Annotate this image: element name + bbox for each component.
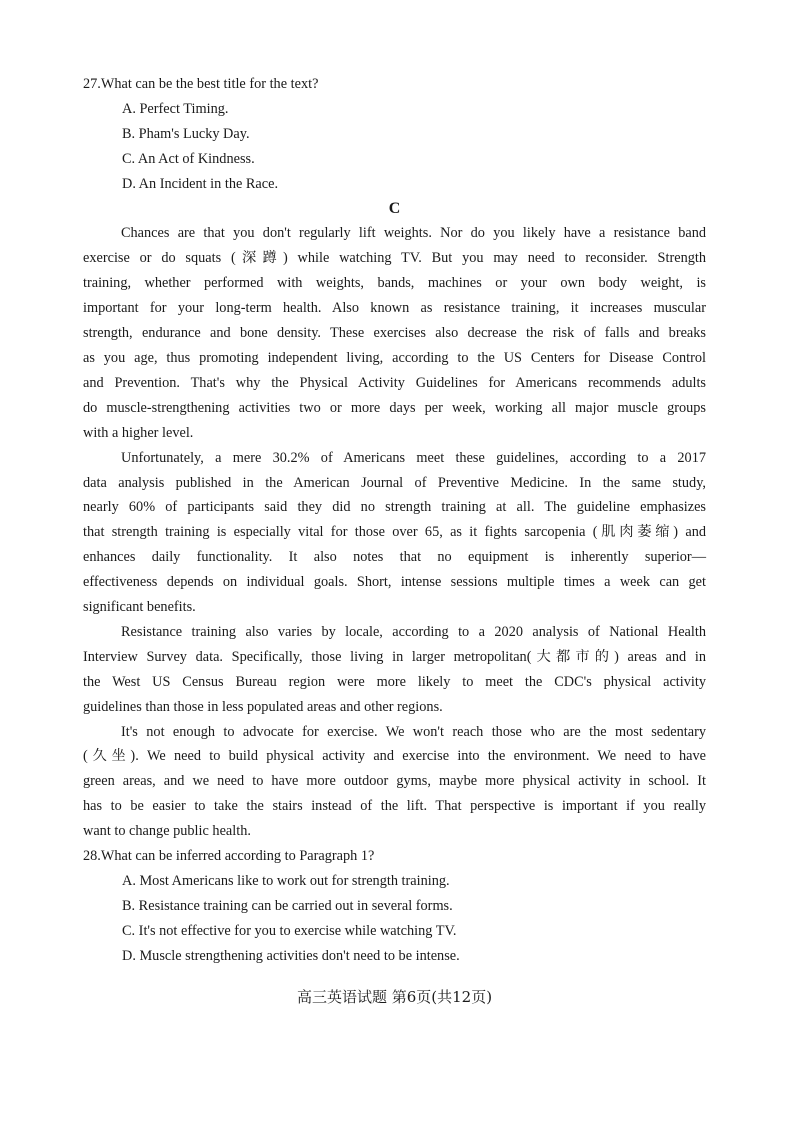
text-line: (久坐). We need to build physical activity and exercise into the environment. We need to have bbox=[83, 748, 706, 765]
option-a: A. Perfect Timing. bbox=[122, 100, 229, 117]
text-line: Chances are that you don't regularly lift weights. Nor do you likely have a resistance band bbox=[121, 225, 706, 242]
option-d: D. Muscle strengthening activities don't need to be intense. bbox=[122, 947, 460, 964]
text-line: Resistance training also varies by locale, according to a 2020 analysis of National Health bbox=[121, 623, 706, 640]
text-line: Unfortunately, a mere 30.2% of Americans meet these guidelines, according to a 2017 bbox=[121, 449, 706, 466]
option-c: C. It's not effective for you to exercise while watching TV. bbox=[122, 922, 457, 939]
option-b: B. Pham's Lucky Day. bbox=[122, 125, 250, 142]
text-line: It's not enough to advocate for exercise. We won't reach those who are the most sedentary bbox=[121, 723, 706, 740]
text-line: enhances daily functionality. It also notes that no equipment is inherently superior— bbox=[83, 549, 706, 566]
text-line: training, whether performed with weights, bands, machines or your own body weight, is bbox=[83, 275, 706, 292]
option-d: D. An Incident in the Race. bbox=[122, 175, 279, 192]
option-c: C. An Act of Kindness. bbox=[122, 150, 255, 167]
text-line: effectiveness depends on individual goals. Short, intense sessions multiple times a week can get bbox=[83, 574, 706, 591]
text-line: do muscle-strengthening activities two or more days per week, working all major muscle groups bbox=[83, 399, 706, 416]
question-28-stem: 28.What can be inferred according to Paragraph 1? bbox=[83, 848, 375, 865]
section-heading: C bbox=[388, 199, 401, 217]
text-line: and Prevention. That's why the Physical Activity Guidelines for Americans recommends adults bbox=[83, 374, 706, 391]
text-line: green areas, and we need to have more outdoor gyms, maybe more physical activity in school. It bbox=[83, 773, 706, 790]
passage bbox=[83, 221, 706, 844]
text-line: data analysis published in the American Journal of Preventive Medicine. In the same study, bbox=[83, 474, 706, 491]
text-line: guidelines than those in less populated areas and other regions. bbox=[83, 698, 443, 715]
text-line: strength, endurance and bone density. These exercises also decrease the risk of falls and breaks bbox=[83, 325, 706, 342]
exam-page bbox=[83, 72, 706, 1010]
text-line: has to be easier to take the stairs instead of the lift. That perspective is important if you really bbox=[83, 798, 706, 815]
page-footer: 高三英语试题 第6页(共12页) bbox=[296, 987, 493, 1006]
text-line: exercise or do squats (深蹲) while watching TV. But you may need to reconsider. Strength bbox=[83, 250, 706, 267]
text-line: want to change public health. bbox=[83, 823, 251, 840]
text-line: important for your long-term health. Also known as resistance training, it increases muscular bbox=[83, 300, 706, 317]
question-27-stem: 27.What can be the best title for the text? bbox=[83, 76, 319, 92]
text-line: the West US Census Bureau region were more likely to meet the CDC's physical activity bbox=[83, 673, 706, 690]
text-line: nearly 60% of participants said they did no strength training at all. The guideline emphasizes bbox=[83, 499, 706, 516]
question-28 bbox=[83, 844, 706, 969]
paragraph-3 bbox=[83, 620, 706, 720]
option-b: B. Resistance training can be carried out in several forms. bbox=[122, 897, 453, 914]
text-line: Interview Survey data. Specifically, those living in larger metropolitan(大都市的) areas and in bbox=[83, 648, 706, 665]
paragraph-1 bbox=[83, 221, 706, 445]
paragraph-2 bbox=[83, 446, 706, 620]
text-line: with a higher level. bbox=[83, 424, 194, 441]
text-line: that strength training is especially vital for those over 65, as it fights sarcopenia (肌肉萎缩) and bbox=[83, 524, 706, 541]
text-line: significant benefits. bbox=[83, 599, 196, 616]
paragraph-4 bbox=[83, 720, 706, 845]
text-line: as you age, thus promoting independent living, according to the US Centers for Disease Control bbox=[83, 349, 706, 366]
option-a: A. Most Americans like to work out for strength training. bbox=[122, 873, 450, 889]
question-27 bbox=[83, 72, 706, 197]
